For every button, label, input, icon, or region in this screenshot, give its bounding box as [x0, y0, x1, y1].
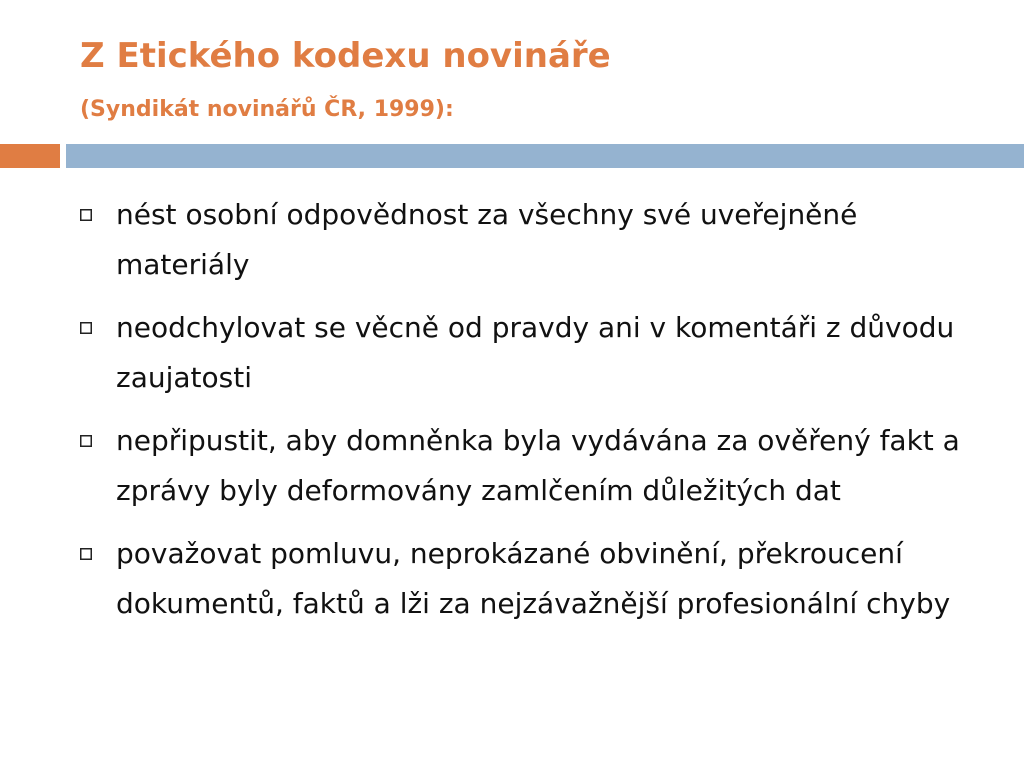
hollow-square-icon — [80, 529, 116, 579]
hollow-square-icon — [80, 190, 116, 240]
bullet-text: nést osobní odpovědnost za všechny své uveřejněné materiály — [116, 198, 858, 281]
bullet-item — [80, 529, 980, 629]
accent-bar — [0, 144, 60, 168]
slide-title: Z Etického kodexu novináře — [80, 36, 611, 76]
bullet-item — [80, 303, 980, 403]
divider-bar — [66, 144, 1024, 168]
bullet-text: nepřipustit, aby domněnka byla vydávána za ověřený fakt a zprávy byly deformovány zamlčením důležitých dat — [116, 424, 960, 507]
bullet-text: považovat pomluvu, neprokázané obvinění, překroucení dokumentů, faktů a lži za nejzávažnější profesionální chyby — [116, 537, 951, 620]
bullet-item — [80, 190, 980, 290]
bullet-text: neodchylovat se věcně od pravdy ani v komentáři z důvodu zaujatosti — [116, 311, 955, 394]
hollow-square-icon — [80, 416, 116, 466]
slide-subtitle: (Syndikát novinářů ČR, 1999): — [80, 97, 454, 122]
hollow-square-icon — [80, 303, 116, 353]
bullet-item — [80, 416, 980, 516]
bullet-list — [80, 190, 980, 642]
